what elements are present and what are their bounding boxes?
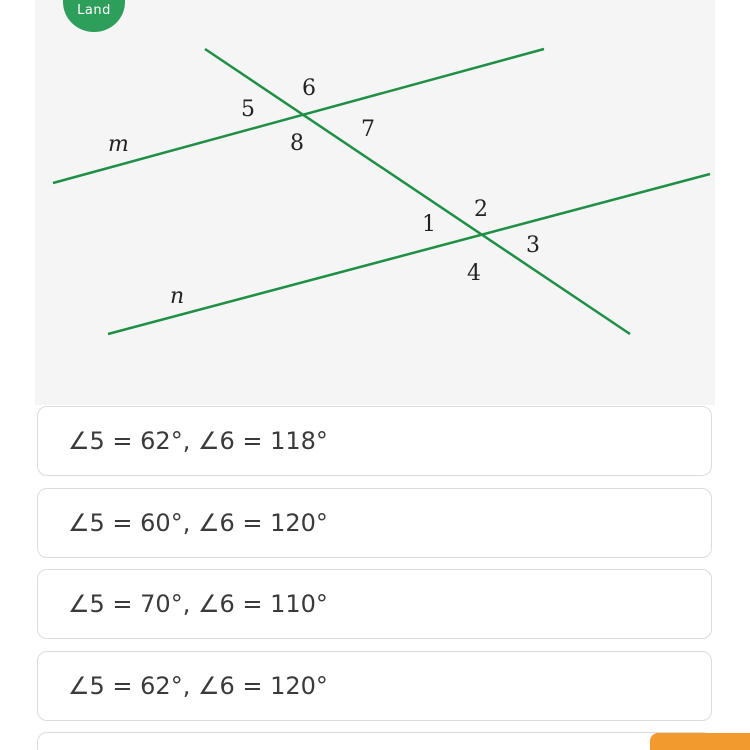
line-label-n: n <box>170 284 185 309</box>
answer-option-2[interactable] <box>37 488 712 558</box>
angle-label-8: 8 <box>290 131 304 156</box>
angle-label-3: 3 <box>526 233 540 258</box>
answer-option-1[interactable] <box>37 406 712 476</box>
badge-label: Land <box>77 3 111 18</box>
action-button[interactable] <box>650 733 750 750</box>
angle-label-5: 5 <box>241 97 255 122</box>
angle-label-4: 4 <box>467 261 481 286</box>
option-label: ∠5 = 70°, ∠6 = 110° <box>68 590 328 618</box>
option-label: ∠5 = 60°, ∠6 = 120° <box>68 509 328 537</box>
angle-label-1: 1 <box>422 212 436 237</box>
line-label-m: m <box>108 132 129 157</box>
line-m <box>53 49 544 183</box>
angle-label-7: 7 <box>361 117 375 142</box>
answer-option-3[interactable] <box>37 569 712 639</box>
angle-label-6: 6 <box>302 76 316 101</box>
answer-option-partial[interactable] <box>37 732 712 750</box>
angle-label-2: 2 <box>474 197 488 222</box>
answer-option-4[interactable] <box>37 651 712 721</box>
line-n <box>108 174 710 334</box>
option-label: ∠5 = 62°, ∠6 = 120° <box>68 672 328 700</box>
option-label: ∠5 = 62°, ∠6 = 118° <box>68 427 328 455</box>
